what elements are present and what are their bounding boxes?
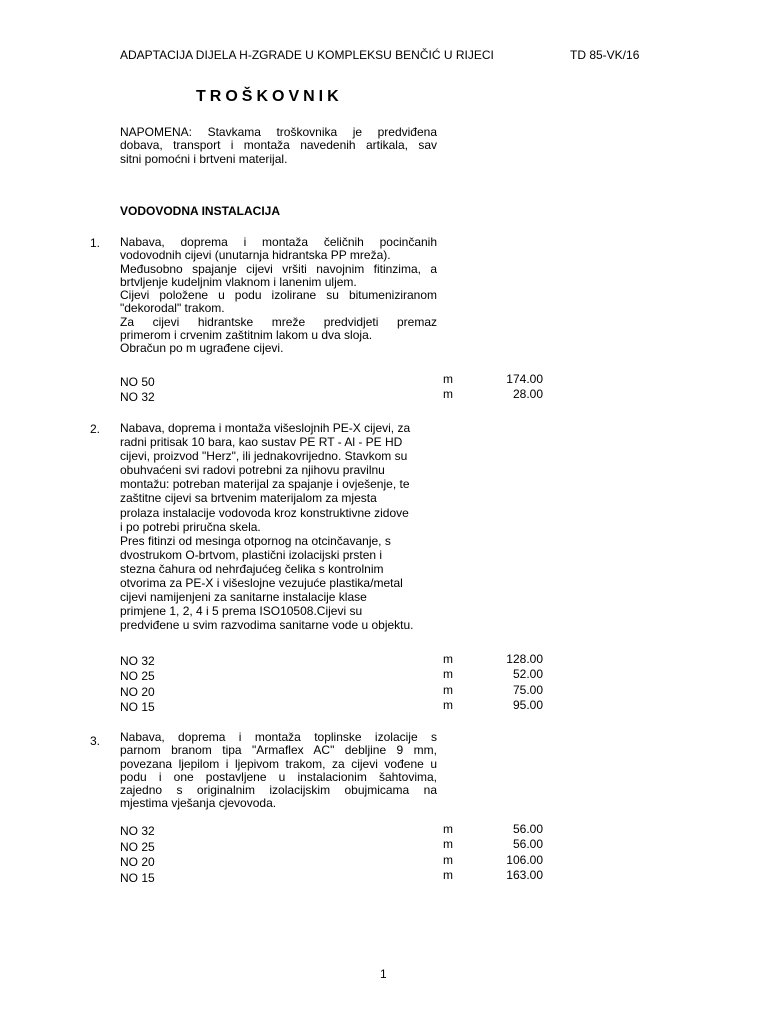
pipe-size: NO 32	[120, 824, 155, 838]
item-description-line: montažu: potreban materijal za spajanje i ovješenje, te	[120, 477, 410, 492]
item-description-line: radni pritisak 10 bara, kao sustav PE RT - Al - PE HD	[120, 435, 403, 450]
item-description-line: predviđene u svim razvodima sanitarne vode u objektu.	[120, 618, 414, 633]
note-line: sitni pomoćni i brtveni materijal.	[120, 151, 288, 166]
pipe-size: NO 15	[120, 700, 155, 714]
unit: m	[443, 868, 453, 882]
item-description-line: Nabava, doprema i montaža višeslojnih PE-X cijevi, za	[120, 421, 411, 435]
item-description-line: zajedno s originalnim izolacijskim obujmicama na	[120, 783, 437, 798]
item-description-line: parnom branom tipa "Armaflex AC" debljine 9 mm,	[120, 743, 437, 758]
quantity: 174.00	[506, 372, 543, 386]
page-number: 1	[380, 967, 387, 981]
item-description-line: Nabava, doprema i montaža čeličnih pocinčanih	[120, 235, 437, 249]
item-number: 2.	[90, 422, 101, 436]
unit: m	[443, 372, 453, 386]
item-number: 3.	[90, 734, 101, 748]
item-description-line: obuhvaćeni svi radovi potrebni za njihovu pravilnu	[120, 463, 385, 478]
pipe-size: NO 15	[120, 871, 155, 885]
item-description-line: dvostrukom O-brtvom, plastični izolacijski prsten i	[120, 547, 383, 562]
pipe-size: NO 50	[120, 375, 155, 389]
quantity: 163.00	[506, 868, 543, 882]
item-description-line: povezana ljepilom i ljepivom trakom, za cijevi vođene u	[120, 756, 437, 771]
note-line: NAPOMENA: Stavkama troškovnika je predviđena	[120, 125, 437, 139]
item-description-line: Cijevi položene u podu izolirane su bitumeniziranom	[120, 288, 437, 303]
unit: m	[443, 853, 453, 867]
item-description-line: zaštitne cijevi sa brtvenim materijalom za mjesta	[120, 491, 377, 506]
item-description-line: prolaza instalacije vodovoda kroz konstruktivne zidove	[120, 505, 409, 520]
item-description-line: Međusobno spajanje cijevi vršiti navojnim fitinzima, a	[120, 261, 437, 276]
item-description-line: i po potrebi priručna skela.	[120, 519, 261, 534]
pipe-size: NO 32	[120, 654, 155, 668]
quantity: 128.00	[506, 652, 543, 666]
quantity: 56.00	[512, 837, 543, 851]
item-description-line: "dekorodal" trakom.	[120, 301, 225, 316]
unit: m	[443, 683, 453, 697]
pipe-size: NO 20	[120, 855, 155, 869]
unit: m	[443, 652, 453, 666]
header-project-title: ADAPTACIJA DIJELA H-ZGRADE U KOMPLEKSU BENČIĆ U RIJECI	[120, 48, 494, 62]
item-number: 1.	[90, 236, 101, 250]
item-description-line: mjestima vješanja cjevovoda.	[120, 796, 277, 811]
pipe-size: NO 25	[120, 669, 155, 683]
item-description-line: Za cijevi hidrantske mreže predvidjeti premaz	[120, 314, 437, 329]
item-description-line: stezna čahura od nehrđajućeg čelika s kontrolnim	[120, 561, 384, 576]
quantity: 56.00	[512, 822, 543, 836]
item-description-line: Nabava, doprema i montaža toplinske izolacije s	[120, 730, 437, 744]
quantity: 52.00	[512, 667, 543, 681]
quantity: 28.00	[512, 387, 543, 401]
unit: m	[443, 667, 453, 681]
pipe-size: NO 32	[120, 390, 155, 404]
quantity: 106.00	[506, 853, 543, 867]
document-title: TROŠKOVNIK	[196, 88, 343, 105]
item-description-line: podu i one postavljene u instalacionim šahtovima,	[120, 769, 437, 784]
unit: m	[443, 698, 453, 712]
item-description	[120, 421, 437, 632]
item-description-line: brtvljenje kudeljnim vlaknom i lanenim uljem.	[120, 274, 357, 289]
unit: m	[443, 837, 453, 851]
item-description-line: Pres fitinzi od mesinga otpornog na otcinčavanje, s	[120, 533, 391, 548]
section-title: VODOVODNA INSTALACIJA	[120, 204, 281, 218]
pipe-size: NO 20	[120, 685, 155, 699]
item-description-line: cijevi namijenjeni za sanitarne instalacije klase	[120, 590, 367, 605]
item-description-line: otvorima za PE-X i višeslojne vezujuće plastika/metal	[120, 576, 403, 591]
note-line: dobava, transport i montaža navedenih artikala, sav	[120, 138, 437, 153]
item-description-line: cijevi, proizvod "Herz", ili jednakovrijedno. Stavkom su	[120, 449, 408, 464]
item-description-line: primjene 1, 2, 4 i 5 prema ISO10508.Cijevi su	[120, 604, 363, 619]
pipe-size: NO 25	[120, 840, 155, 854]
item-description	[120, 731, 437, 811]
header-document-code: TD 85-VK/16	[570, 48, 640, 62]
quantity: 95.00	[512, 698, 543, 712]
quantity: 75.00	[512, 683, 543, 697]
unit: m	[443, 822, 453, 836]
note-paragraph	[120, 126, 437, 166]
item-description-line: vodovodnih cijevi (unutarnja hidrantska PP mreža).	[120, 248, 391, 263]
item-description-line: Obračun po m ugrađene cijevi.	[120, 341, 284, 356]
unit: m	[443, 387, 453, 401]
item-description	[120, 236, 437, 356]
item-description-line: primerom i crvenim zaštitnim lakom u dva sloja.	[120, 328, 373, 343]
